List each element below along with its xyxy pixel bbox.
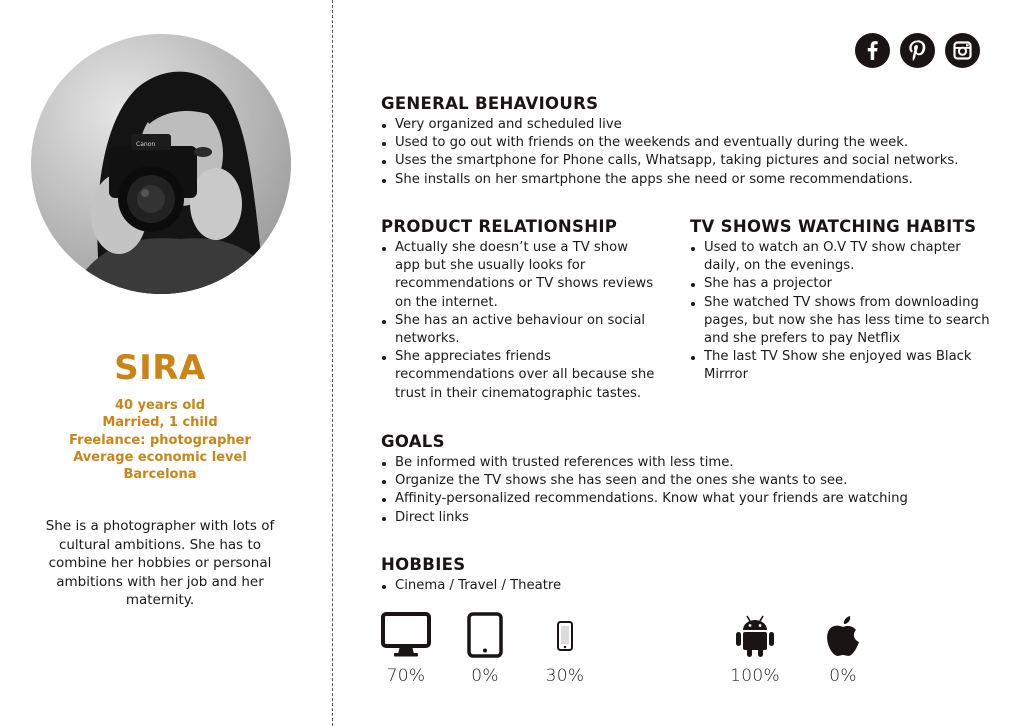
list-item: The last TV Show she enjoyed was Black Mirrror <box>690 348 990 384</box>
profile-photo <box>31 34 291 294</box>
list-item: She installs on her smartphone the apps she need or some recommendations. <box>381 171 1001 189</box>
apple-icon <box>822 612 864 658</box>
os-apple <box>815 612 871 686</box>
section-product-relationship <box>381 217 661 403</box>
persona-bio: She is a photographer with lots of cultural ambitions. She has to combine her hobbies or personal ambitions with her job and her maternity. <box>45 518 275 609</box>
pinterest-icon[interactable] <box>900 33 935 68</box>
fact-economic-level: Average economic level <box>73 449 247 465</box>
list-item: Uses the smartphone for Phone calls, Whatsapp, taking pictures and social networks. <box>381 152 1001 170</box>
bullet-list <box>381 577 781 595</box>
bullet-list <box>690 239 990 385</box>
device-desktop <box>376 612 436 686</box>
list-item: Direct links <box>381 509 1001 527</box>
section-title: GENERAL BEHAVIOURS <box>381 94 599 113</box>
bullet-list <box>381 116 1001 189</box>
section-title: GOALS <box>381 432 445 451</box>
section-title: PRODUCT RELATIONSHIP <box>381 217 618 236</box>
list-item: Used to watch an O.V TV show chapter daily, on the evenings. <box>690 239 990 275</box>
list-item: Affinity-personalized recommendations. Know what your friends are watching <box>381 490 1001 508</box>
facebook-icon[interactable] <box>855 33 890 68</box>
device-tablet <box>460 612 510 686</box>
column-divider <box>332 0 333 726</box>
section-title: HOBBIES <box>381 555 466 574</box>
list-item: Be informed with trusted references with less time. <box>381 454 1001 472</box>
device-percent: 0% <box>829 666 857 686</box>
device-percent: 70% <box>386 666 426 686</box>
persona-facts <box>0 397 320 483</box>
fact-occupation: Freelance: photographer <box>69 432 251 448</box>
bullet-list <box>381 454 1001 527</box>
device-smartphone <box>540 612 590 686</box>
list-item: Very organized and scheduled live <box>381 116 1001 134</box>
instagram-icon[interactable] <box>945 33 980 68</box>
section-title: TV SHOWS WATCHING HABITS <box>690 217 977 236</box>
device-percent: 100% <box>730 666 780 686</box>
os-android <box>727 612 783 686</box>
persona-name: SIRA <box>114 348 206 388</box>
android-icon <box>734 612 776 658</box>
section-general-behaviours <box>381 94 1001 189</box>
tablet-icon <box>467 612 503 658</box>
list-item: Cinema / Travel / Theatre <box>381 577 781 595</box>
list-item: She watched TV shows from downloading pages, but now she has less time to search and she prefers to pay Netflix <box>690 294 990 349</box>
section-goals <box>381 432 1001 527</box>
list-item: She appreciates friends recommendations over all because she trust in their cinematographic tastes. <box>381 348 661 403</box>
section-hobbies <box>381 555 781 595</box>
list-item: She has a projector <box>690 275 990 293</box>
list-item: Organize the TV shows she has seen and the ones she wants to see. <box>381 472 1001 490</box>
device-percent: 30% <box>545 666 585 686</box>
social-links <box>855 33 980 68</box>
section-tv-watching-habits <box>690 217 990 385</box>
fact-location: Barcelona <box>123 467 197 483</box>
svg-text:Canon: Canon <box>136 141 156 148</box>
list-item: Used to go out with friends on the weekends and eventually during the week. <box>381 134 1001 152</box>
fact-age: 40 years old <box>114 398 206 413</box>
list-item: She has an active behaviour on social networks. <box>381 312 661 348</box>
fact-family: Married, 1 child <box>102 415 218 431</box>
list-item: Actually she doesn’t use a TV show app but she usually looks for recommendations or TV shows reviews on the internet. <box>381 239 661 312</box>
bullet-list <box>381 239 661 403</box>
smartphone-icon <box>555 612 575 658</box>
desktop-icon <box>381 612 431 658</box>
device-percent: 0% <box>471 666 499 686</box>
